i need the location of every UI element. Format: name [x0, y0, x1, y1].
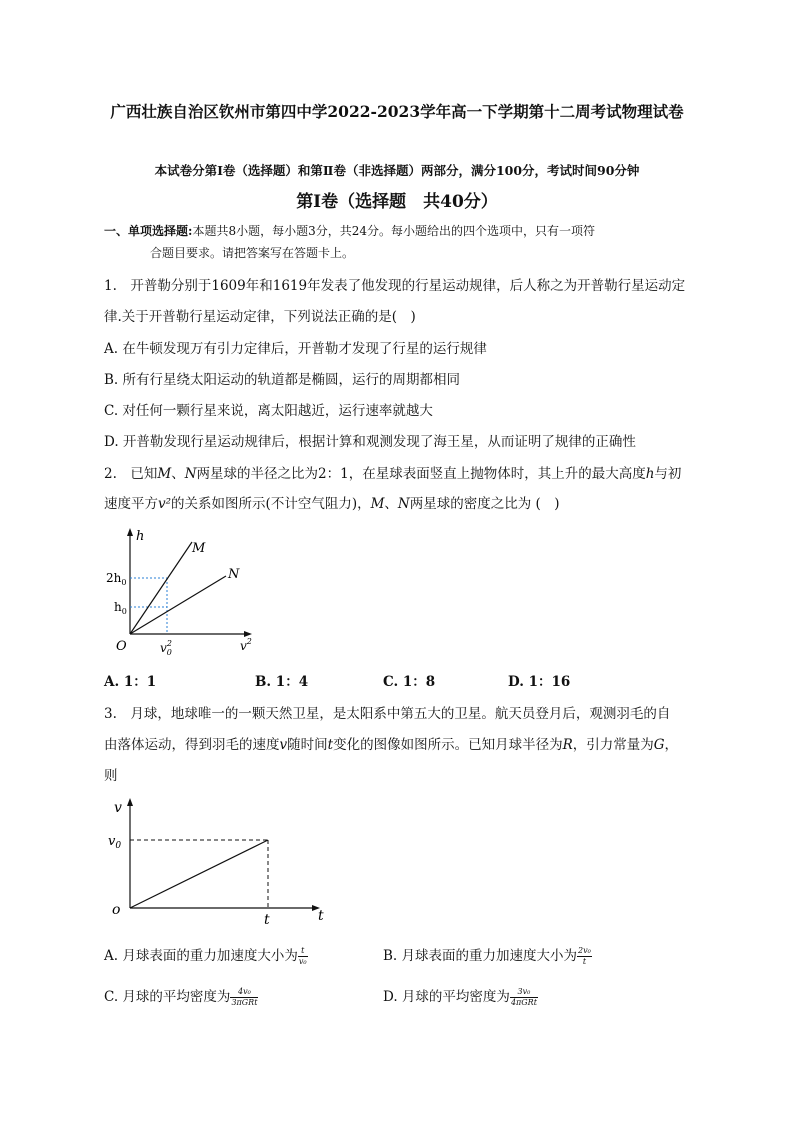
q2-option-c: C. 1：8 [383, 674, 436, 690]
q3-option-c-text: C. 月球的平均密度为 [104, 989, 231, 1005]
q2-line-n-label: N [228, 567, 240, 582]
q3-option-a [104, 944, 308, 967]
q2-option-a: A. 1：1 [104, 674, 157, 690]
q3-tick-t: t [264, 912, 270, 928]
q1-stem-line1: 1. 开普勒分别于1609年和1619年发表了他发现的行星运动规律，后人称之为开普勒行星运动定 [104, 278, 686, 294]
q1-option-c: C. 对任何一颗行星来说，离太阳越近，运行速率就越大 [104, 403, 433, 419]
q2-text: 两星球的密度之比为 ( ) [409, 496, 560, 512]
q2-tick-v0: $v_02$ [160, 639, 172, 657]
q3-var-t: t [327, 737, 334, 753]
q2-tick-h0: $h_0$ [114, 600, 127, 616]
q3-option-c-fraction: $\frac{\text{4v₀}}{\text{3πGRt}}$ [231, 987, 258, 1007]
exam-title: 广西壮族自治区钦州市第四中学2022-2023学年高一下学期第十二周考试物理试卷 [110, 102, 684, 121]
q3-graph [100, 790, 340, 930]
q3-option-a-fraction: $\frac{t}{\text{v₀}}$ [298, 946, 307, 966]
q2-text: 速度平方 [104, 496, 158, 512]
q2-line-m [130, 542, 192, 634]
q2-var-n: N [397, 496, 410, 512]
q3-text: 由落体运动，得到羽毛的速度 [104, 737, 280, 753]
q2-graph [100, 520, 270, 660]
q2-origin-label: O [116, 639, 127, 654]
q3-stem-line1: 3. 月球，地球唯一的一颗天然卫星，是太阳系中第五大的卫星。航天员登月后，观测羽毛的自 [104, 706, 671, 722]
q3-text: 随时间 [287, 737, 328, 753]
q3-option-b-fraction: $\frac{\text{2v₀}}{t}$ [578, 946, 591, 966]
section-heading: 一、单项选择题: [104, 224, 193, 238]
q3-x-label: t [318, 908, 324, 924]
q1-option-b: B. 所有行星绕太阳运动的轨道都是椭圆，运行的周期都相同 [104, 372, 461, 388]
q2-text: 、 [171, 466, 185, 482]
q3-y-arrow [127, 798, 133, 806]
q3-tick-v0: $v_0$ [108, 834, 122, 851]
q2-var-n: N [184, 466, 197, 482]
q2-var-h: h [645, 466, 655, 482]
q2-text: 、 [384, 496, 398, 512]
q3-option-c [104, 985, 258, 1008]
q2-var-v2: v² [158, 496, 172, 512]
q3-var-g: G [653, 737, 665, 753]
part-heading: 第Ⅰ卷（选择题 共40分） [296, 192, 498, 212]
q3-stem-line2 [104, 733, 678, 753]
q2-text: 两星球的半径之比为2：1，在星球表面竖直上抛物体时，其上升的最大高度 [196, 466, 646, 482]
q3-text: ， [664, 737, 679, 753]
q2-line-m-label: M [192, 541, 206, 556]
q3-stem-line3: 则 [104, 768, 118, 784]
q3-y-label: v [114, 800, 122, 816]
q3-var-v: v [279, 737, 288, 753]
q3-origin-label: o [112, 902, 121, 918]
q3-text: ，引力常量为 [572, 737, 654, 753]
q2-x-label: $v^2$ [240, 637, 252, 653]
q2-stem-line2 [104, 492, 560, 512]
q2-option-d: D. 1：16 [508, 674, 571, 690]
q2-var-m: M [370, 496, 385, 512]
q3-option-d-text: D. 月球的平均密度为 [383, 989, 510, 1005]
q1-stem-line2: 律.关于开普勒行星运动定律，下列说法正确的是( ) [104, 309, 416, 325]
section-instructions-line2: 合题目要求。请把答案写在答题卡上。 [150, 246, 355, 260]
q3-var-r: R [562, 737, 573, 753]
q2-text: 与初 [654, 466, 682, 482]
q3-option-a-text: A. 月球表面的重力加速度大小为 [104, 948, 298, 964]
q2-y-arrow [127, 528, 133, 536]
q1-option-a: A. 在牛顿发现万有引力定律后，开普勒才发现了行星的运行规律 [104, 341, 487, 357]
q2-stem-line1 [104, 462, 681, 482]
q3-option-d-fraction: $\frac{\text{3v₀}}{\text{4πGRt}}$ [510, 987, 537, 1007]
q3-text: 变化的图像如图所示。已知月球半径为 [333, 737, 563, 753]
q2-line-n [130, 576, 226, 634]
q3-option-b [383, 944, 592, 967]
q2-option-b: B. 1：4 [255, 674, 309, 690]
q2-text: 2. 已知 [104, 466, 158, 482]
q2-tick-2h0: $2h_0$ [106, 571, 127, 587]
q2-y-label: h [136, 529, 145, 544]
q2-var-m: M [157, 466, 172, 482]
exam-subtitle: 本试卷分第Ⅰ卷（选择题）和第Ⅱ卷（非选择题）两部分，满分100分，考试时间90分钟 [154, 163, 640, 178]
q3-velocity-line [130, 840, 268, 908]
q2-text: 的关系如图所示(不计空气阻力)， [171, 496, 371, 512]
section-instructions-line1 [104, 222, 595, 239]
section-text-1: 本题共8小题，每小题3分，共24分。每小题给出的四个选项中，只有一项符 [192, 224, 595, 238]
q3-option-b-text: B. 月球表面的重力加速度大小为 [383, 948, 578, 964]
q1-option-d: D. 开普勒发现行星运动规律后，根据计算和观测发现了海王星，从而证明了规律的正确性 [104, 434, 636, 450]
q3-option-d [383, 985, 538, 1008]
